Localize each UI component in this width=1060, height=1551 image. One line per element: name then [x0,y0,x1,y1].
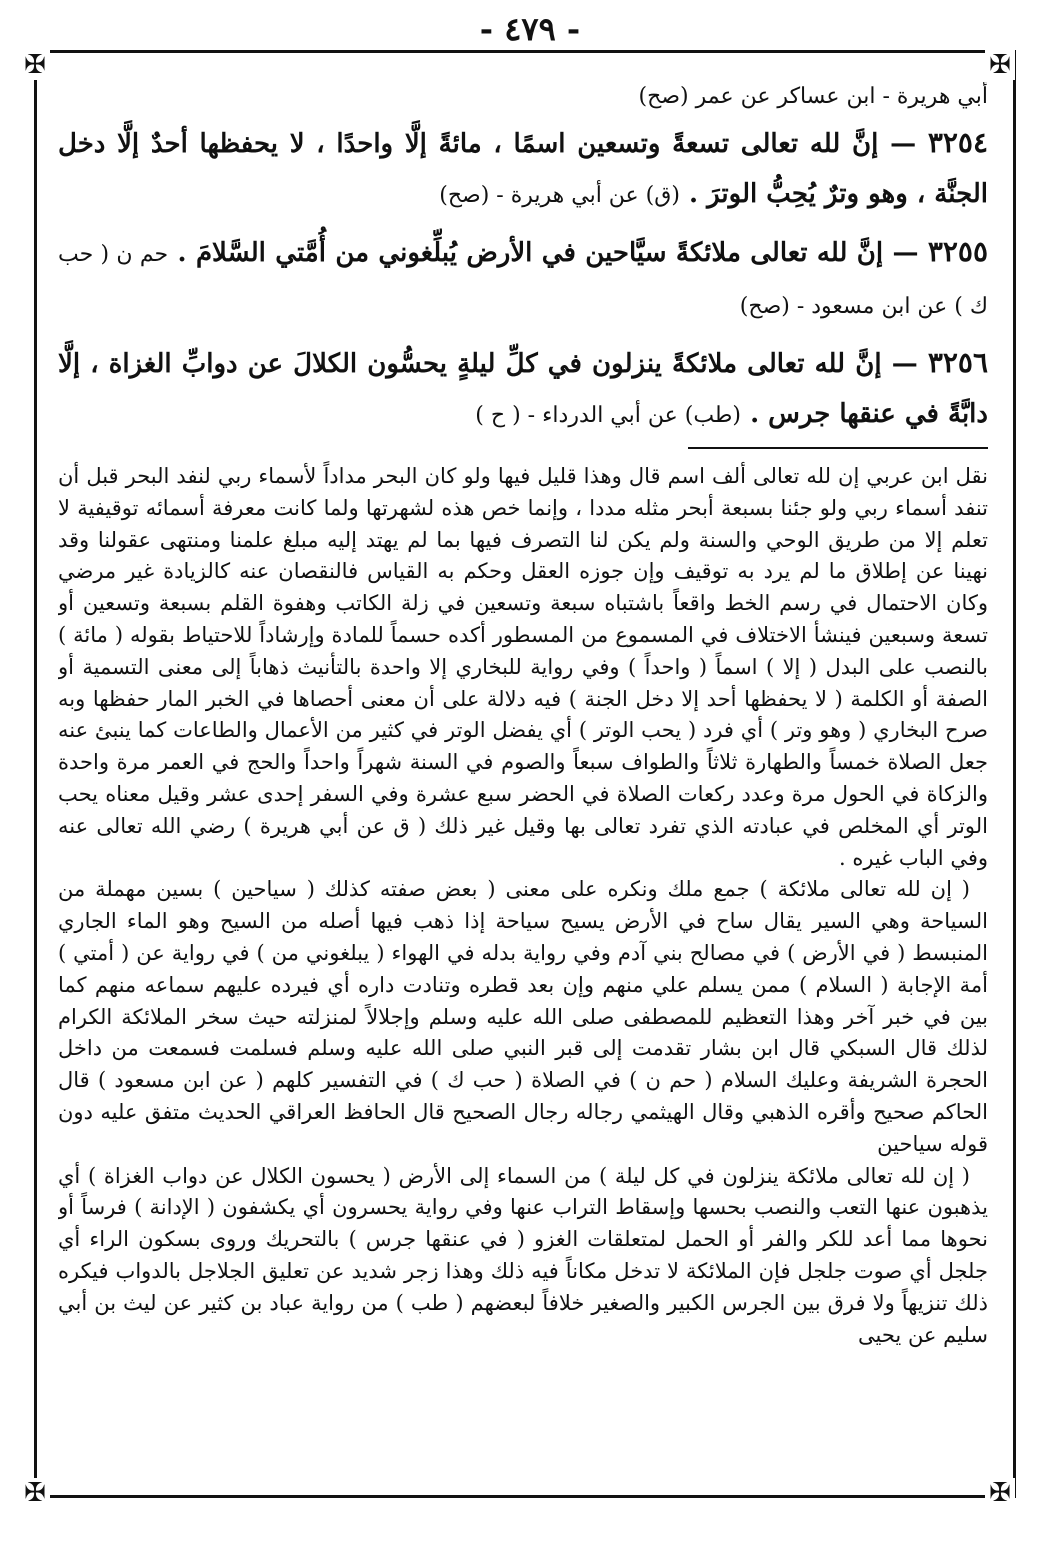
hadith-source: حم ن ( حب ك ) عن ابن مسعود - (صح) [58,242,988,319]
page-number: - ٤٧٩ - [479,10,581,48]
page-content [58,82,988,1482]
corner-ornament-icon: ✠ [20,50,50,80]
top-source-line: أبي هريرة - ابن عساكر عن عمر (صح) [638,84,988,109]
section-divider [688,447,988,449]
hadith-number: ٣٢٥٦ [927,346,988,379]
hadith-number: ٣٢٥٤ [927,126,988,159]
commentary-paragraph: ( إن لله تعالى ملائكة ) جمع ملك ونكره على معنى ( بعض صفته كذلك ( سياحين ) بسين مهملة من السياحة وهي السير يقال ساح في الأرض يسيح سياحة إذا ذهب فيها أصله من السيح وهو الماء الجاري المنبسط ( في الأرض ) في مصالح بني آدم وفي رواية بدله في الهواء ( يبلغوني من ) في رواية عن ( أمتي ) أمة الإجابة ( السلام ) ممن يسلم علي منهم وإن بعد قطره وتنادت داره أي فيرده عليهم سماعه منهم كما بين في خبر آخر وهذا التعظيم للمصطفى صلى الله عليه وسلم وإجلالاً لمنزلته حيث سخر الملائكة الكرام لذلك قال السبكي قال ابن بشار تقدمت إلى قبر النبي صلى الله عليه وسلم فسلمت فسمعت من داخل الحجرة الشريفة وعليك السلام ( حم ن ) في الصلاة ( حب ك ) في التفسير كلهم ( عن ابن مسعود ) قال الحاكم صحيح وأقره الذهبي وقال الهيثمي رجاله رجال الصحيح قال الحافظ العراقي الحديث متفق عليه دون قوله سياحين [58,877,988,1156]
corner-ornament-icon: ✠ [985,50,1015,80]
corner-ornament-icon: ✠ [20,1478,50,1508]
hadith-source: (طب) عن أبي الدرداء - ( ح ) [475,403,742,428]
hadith-3256: ٣٢٥٦ — إنَّ لله تعالى ملائكةً ينزلون في كلِّ ليلةٍ يحسُّون الكلالَ عن دوابِّ الغزاة ، إلَّا دابَّةً في عنقها جرس . (طب) عن أبي الدرداء - ( ح ) [58,346,988,429]
hadith-3255: ٣٢٥٥ — إنَّ لله تعالى ملائكةً سيَّاحين في الأرض يُبلِّغوني من أُمَّتي السَّلامَ . حم ن ( حب ك ) عن ابن مسعود - (صح) [58,235,988,319]
commentary [58,461,988,1351]
hadith-number: ٣٢٥٥ [927,235,988,268]
hadith-source: (ق) عن أبي هريرة - (صح) [439,183,680,208]
hadith-3254: ٣٢٥٤ — إنَّ لله تعالى تسعةً وتسعين اسمًا ، مائةً إلَّا واحدًا ، لا يحفظها أحدٌ إلَّا دخل الجنَّة ، وهو وترٌ يُحِبُّ الوترَ . (ق) عن أبي هريرة - (صح) [58,126,988,209]
corner-ornament-icon: ✠ [985,1478,1015,1508]
hadith-text: إنَّ لله تعالى تسعةً وتسعين اسمًا ، مائةً إلَّا واحدًا ، لا يحفظها أحدٌ إلَّا دخل الجنَّة ، وهو وترٌ يُحِبُّ الوترَ . [58,129,988,209]
commentary-paragraph: ( إن لله تعالى ملائكة ينزلون في كل ليلة ) من السماء إلى الأرض ( يحسون الكلال عن دواب الغزاة ) أي يذهبون عنها التعب والنصب بحسها وإسقاط التراب عنها وفي رواية يحسرون أي يكشفون ( الإدانة ) فرساً أو نحوها مما أعد للكر والفر أو الحمل لمتعلقات الغزو ( في عنقها جرس ) بالتحريك وروى بسكون الراء أي جلجل أي صوت جلجل فإن الملائكة لا تدخل مكاناً فيه ذلك وهذا زجر شديد عن تعليق الجلاجل بالدواب فيكره ذلك تنزيهاً ولا فرق بين الجرس الكبير والصغير خلافاً لبعضهم ( طب ) من رواية عباد بن كثير عن ليث بن أبي سليم عن يحيى [58,1163,988,1347]
hadith-text: إنَّ لله تعالى ملائكةً ينزلون في كلِّ ليلةٍ يحسُّون الكلالَ عن دوابِّ الغزاة ، إلَّا دابَّةً في عنقها جرس . [58,349,988,429]
hadith-text: إنَّ لله تعالى ملائكةً سيَّاحين في الأرض يُبلِّغوني من أُمَّتي السَّلامَ . [177,238,884,268]
commentary-paragraph: نقل ابن عربي إن لله تعالى ألف اسم قال وهذا قليل فيها ولو كان البحر مداداً لأسماء ربي لنفد البحر قبل أن تنفد أسماء ربي ولو جئنا بسبعة أبحر مثله مددا ، وإنما خص هذه لشهرتها ولما كانت معرفة أسمائه توقيفية لا تعلم إلا من طريق الوحي والسنة ولم يكن لنا التصرف فيها بما لم يهتد إليه مبلغ علمنا ومنتهى عقولنا وقد نهينا عن إطلاق ما لم يرد به توقيف وإن جوزه العقل وحكم به القياس فالنقصان عنه كالزيادة غير مرضي وكان الاحتمال في رسم الخط واقعاً باشتباه سبعة وتسعين في زلة الكاتب وهفوة القلم بسبعة وتسعين أو تسعة وسبعين فينشأ الاختلاف في المسموع من المسطور أكده حسماً للمادة وإرشاداً للاحتياط بقوله ( مائة ) بالنصب على البدل ( إلا ) اسماً ( واحداً ) وفي رواية للبخاري إلا واحدة بالتأنيث ذهاباً إلى معنى التسمية أو الصفة أو الكلمة ( لا يحفظها أحد إلا دخل الجنة ) فيه دلالة على أن معنى أحصاها في الخبر المار حفظها وبه صرح البخاري ( وهو وتر ) أي فرد ( يحب الوتر ) أي يفضل الوتر في كثير من الأعمال والطاعات كما ينبئ عنه جعل الصلاة خمساً والطهارة ثلاثاً والطواف سبعاً والصوم في السنة شهراً واحداً والحج في العمر مرة واحدة والزكاة في الحول مرة وعدد ركعات الصلاة في الحضر سبع عشرة وفي السفر إحدى عشر وقيل معناه يحب الوتر أي المخلص في عبادته الذي تفرد تعالى بها وقيل غير ذلك ( ق عن أبي هريرة ) رضي الله تعالى عنه وفي الباب غيره . [58,464,988,870]
